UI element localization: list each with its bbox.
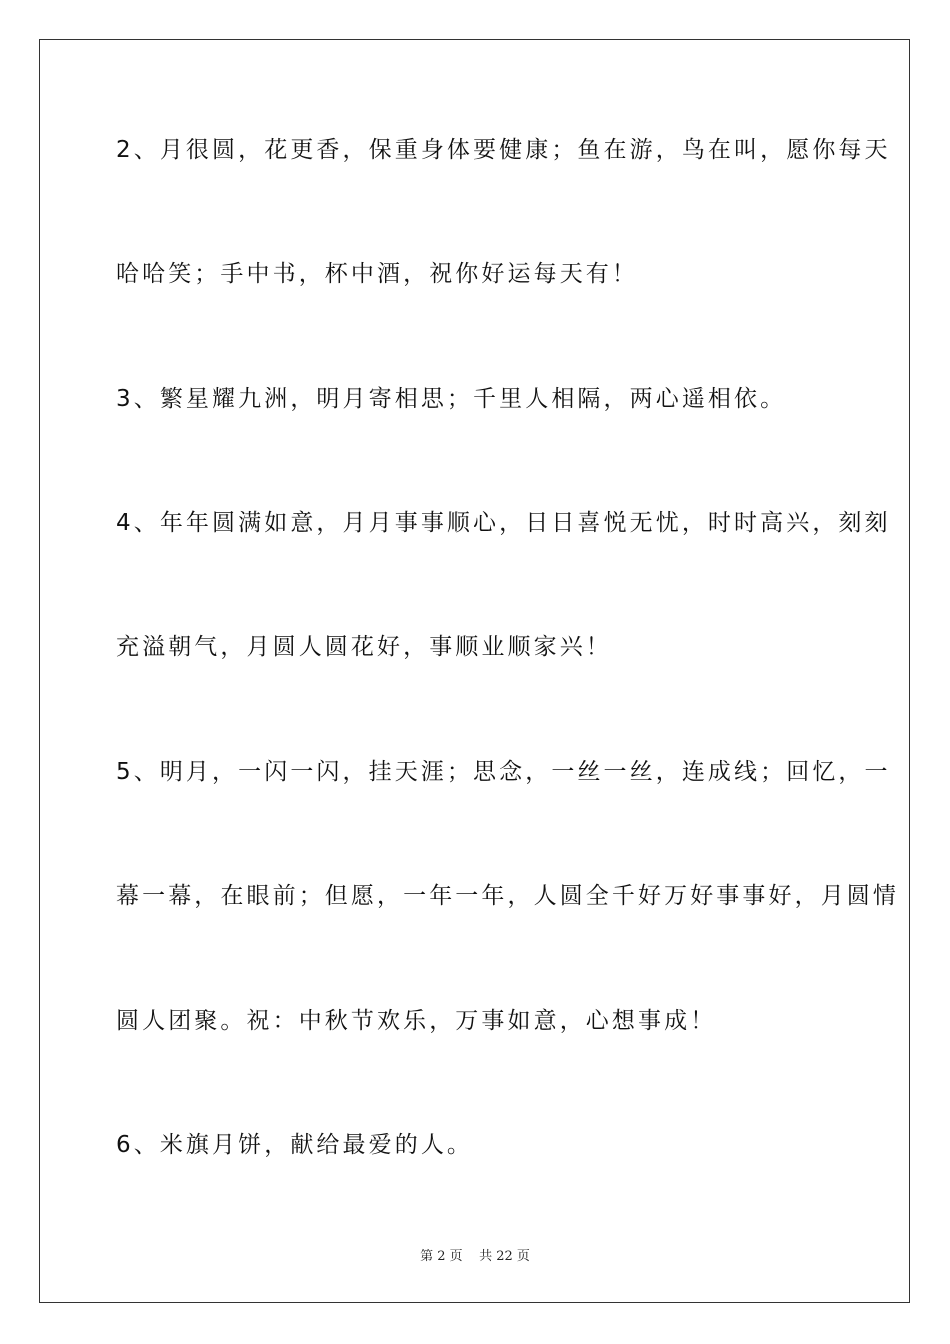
text-line: 充溢朝气，月圆人圆花好，事顺业顺家兴！ [116,634,612,660]
text-line: 6、米旗月饼，献给最爱的人。 [116,1132,474,1158]
page-footer: 第 2 页 共 22 页 [420,1249,530,1264]
page-border [39,39,910,1303]
text-line: 幕一幕，在眼前；但愿，一年一年，人圆全千好万好事事好，月圆情 [116,883,899,909]
text-line: 3、繁星耀九洲，明月寄相思；千里人相隔，两心遥相依。 [116,386,787,412]
text-line: 2、月很圆，花更香，保重身体要健康；鱼在游，鸟在叫，愿你每天 [116,137,891,163]
text-line: 哈哈笑；手中书，杯中酒，祝你好运每天有！ [116,261,638,287]
text-line: 圆人团聚。祝：中秋节欢乐，万事如意，心想事成！ [116,1008,717,1034]
text-line: 4、年年圆满如意，月月事事顺心，日日喜悦无忧，时时高兴，刻刻 [116,510,891,536]
text-line: 5、明月，一闪一闪，挂天涯；思念，一丝一丝，连成线；回忆，一 [116,759,891,785]
